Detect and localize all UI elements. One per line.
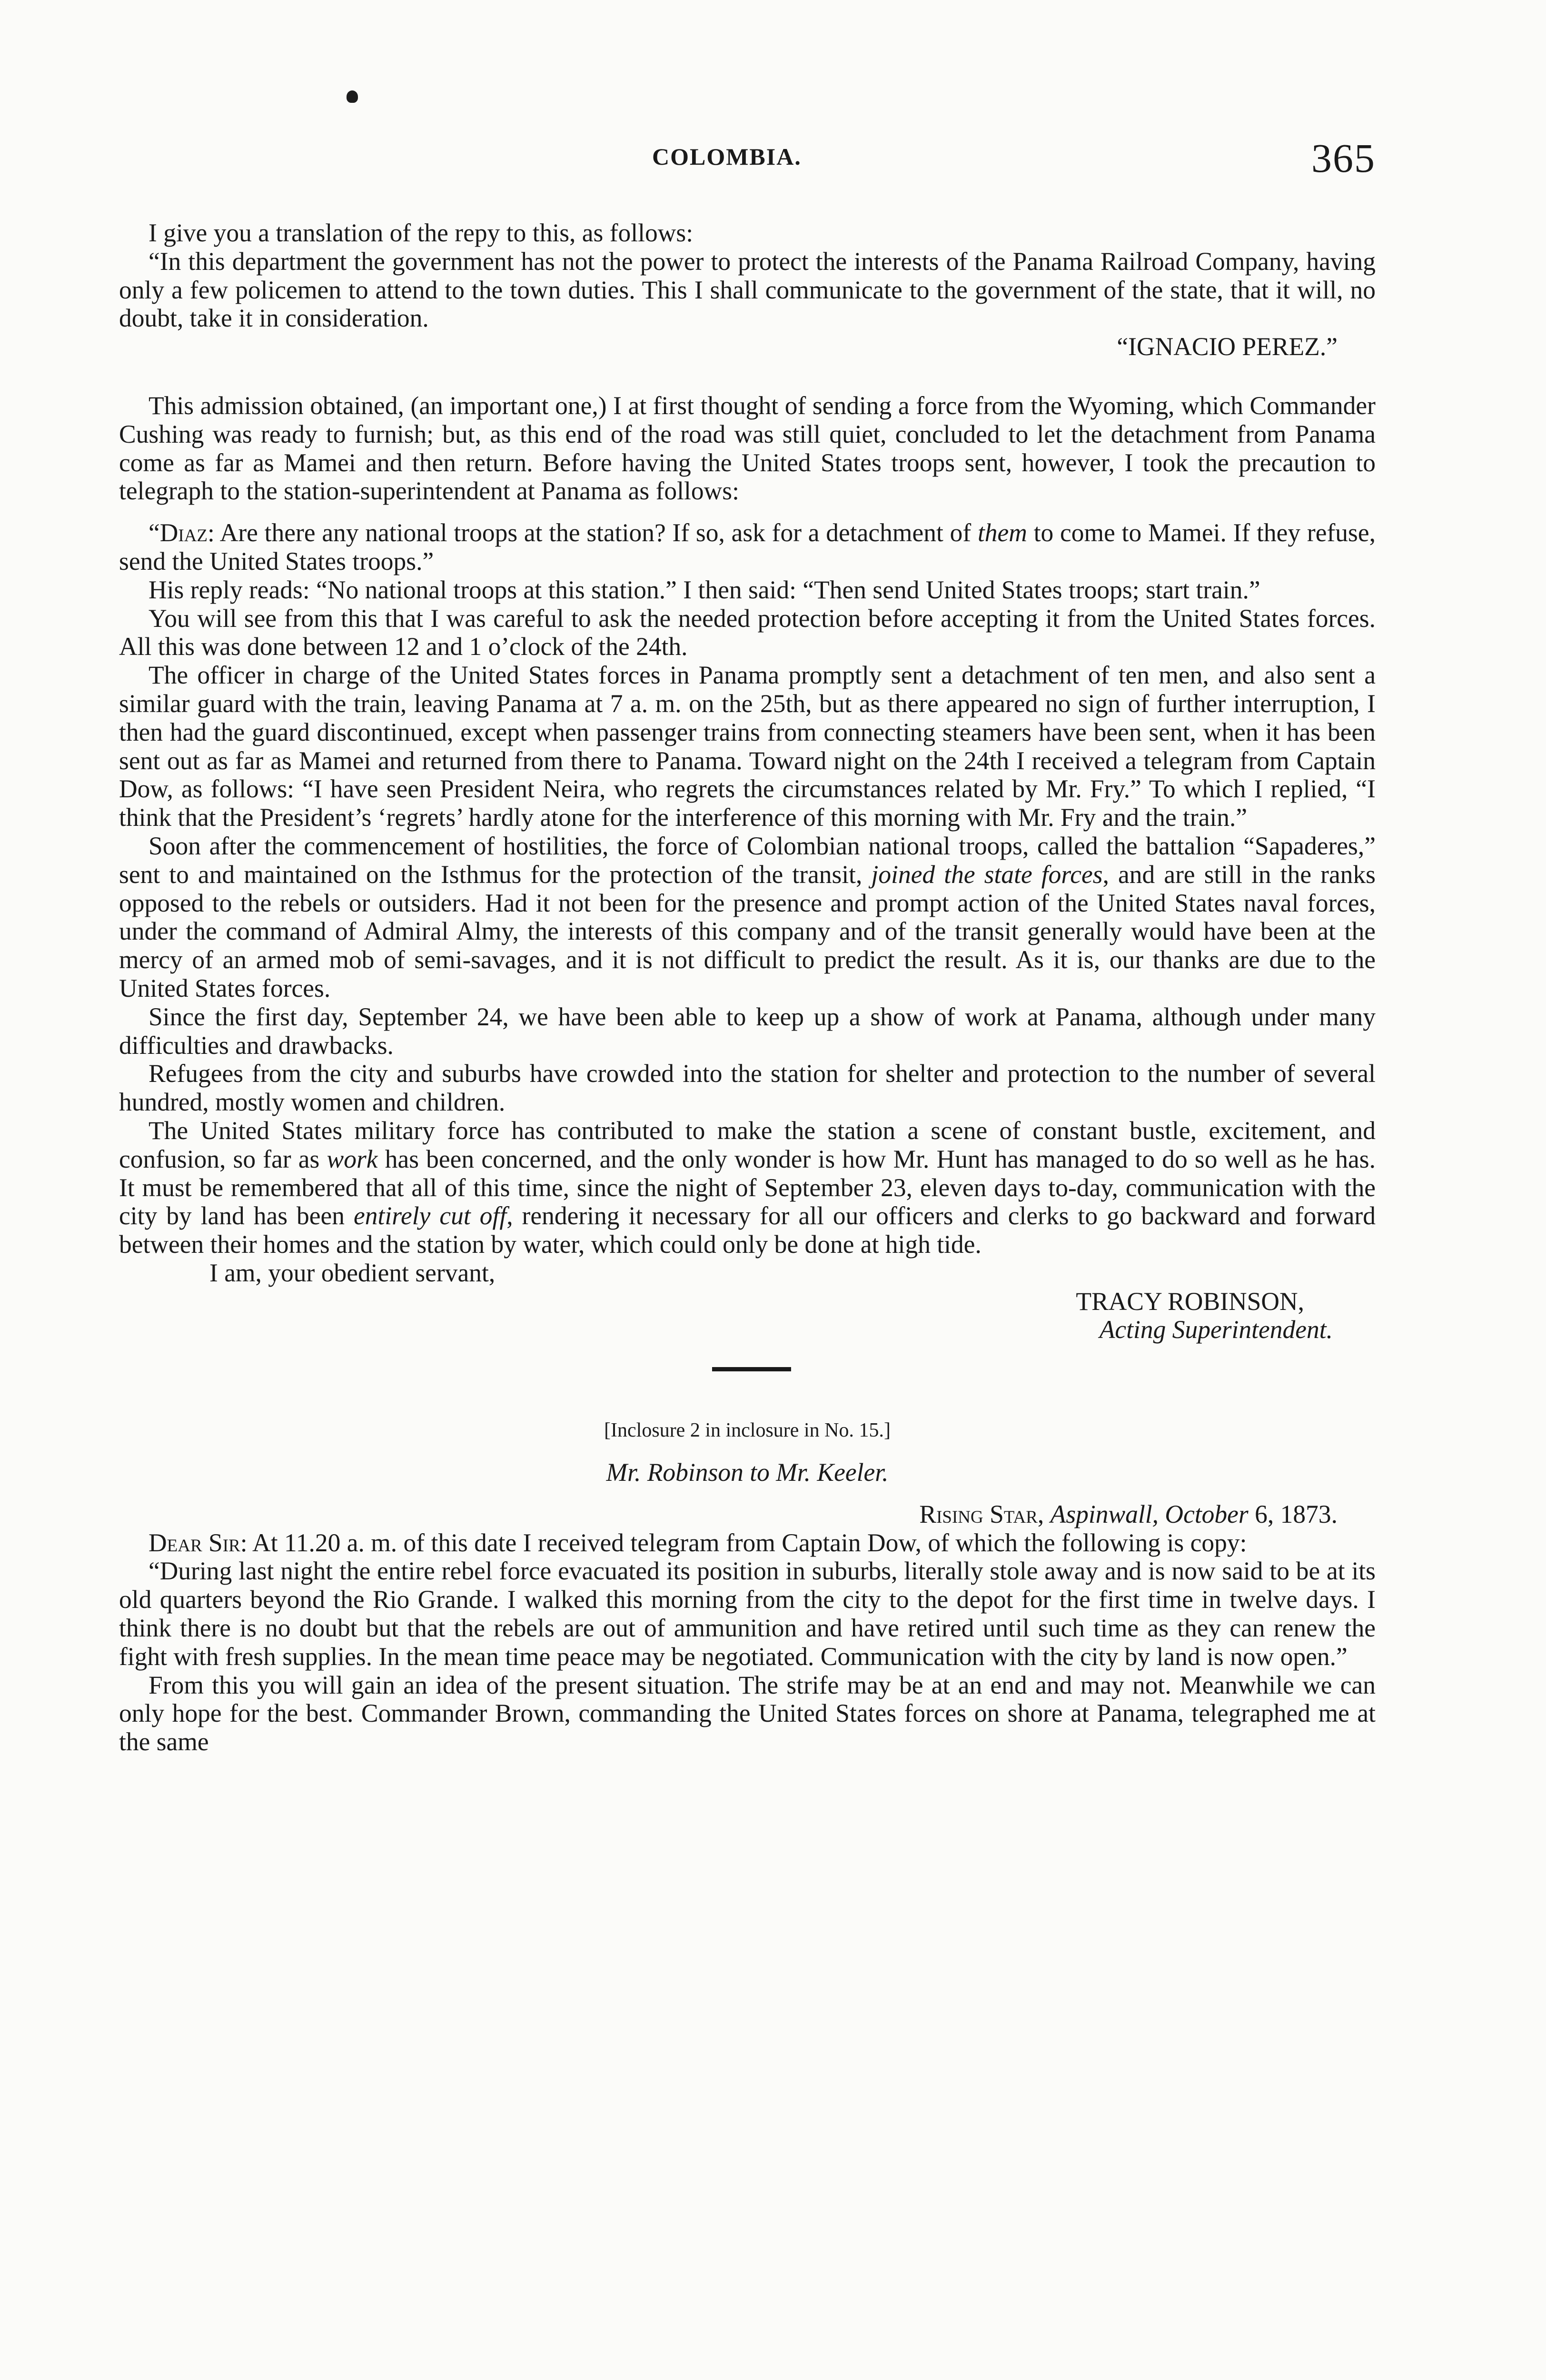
text-span: 6, 1873. — [1248, 1499, 1338, 1528]
paragraph-situation: From this you will gain an idea of the present situation. The strife may be at an end and may not. Meanwhile we can only hope for the best. Commander Brown, commanding the United States forces on shore at Panama, telegraphed me at the same — [119, 1670, 1376, 1756]
text-span: , rendering it necessary for all our officers and clerks to go backward and forward between their homes and the station by water, which could only be done at high tide. — [119, 1201, 1376, 1259]
signature-title: Acting Superintendent. — [1099, 1315, 1333, 1344]
dateline — [119, 1500, 1376, 1529]
signature-name: TRACY ROBINSON, — [1076, 1287, 1304, 1316]
body-text — [119, 219, 1376, 1756]
text-span: The United States military force has contributed to make the station a scene of constant bustle, excitement, and confusion, so far as — [119, 1116, 1376, 1173]
text-span: has been concerned, and the only wonder is how Mr. Hunt has managed to do so well as he has. It must be remembered that all of this time, since the night of September 23, eleven days to-day, communication with the city by land has been — [119, 1144, 1376, 1230]
emphasis-state-forces: joined the state forces — [871, 860, 1103, 889]
document-page — [119, 90, 1376, 2380]
emphasis-cut-off: entirely cut off — [354, 1201, 507, 1230]
text-span: , — [1037, 1499, 1050, 1528]
emphasis-them: them — [977, 518, 1027, 547]
signature-title-line — [119, 1316, 1376, 1344]
text-span: : Are there any national troops at the station? If so, ask for a detachment of — [208, 518, 978, 547]
paragraph-officer: The officer in charge of the United States forces in Panama promptly sent a detachment of ten men, and also sent a similar guard with the train, leaving Panama at 7 a. m. on the 25th, but as there appeared no sign of further interruption, I then had the guard discontinued, except when passenger trains from connecting steamers have been sent, when it has been sent out as far as Mamei and returned from there to Panama. Toward night on the 24th I received a telegram from Captain Dow, as follows: “I have seen President Neira, who regrets the circumstances related by Mr. Fry.” To which I replied, “I think that the President’s ‘regrets’ hardly atone for the interference of this morning with Mr. Fry and the train.” — [119, 661, 1376, 832]
divider-rule — [712, 1367, 791, 1371]
closing-line: I am, your obedient servant, — [209, 1258, 496, 1287]
ink-dot — [347, 90, 358, 103]
place-name: Rising Star — [919, 1499, 1038, 1528]
paragraph-telegram-diaz — [119, 519, 1376, 576]
paragraph-intro: I give you a translation of the repy to this, as follows: — [149, 218, 694, 247]
paragraph-hostilities — [119, 832, 1376, 1003]
addressee-diaz: “Diaz — [149, 518, 208, 547]
page-number: 365 — [1311, 135, 1376, 181]
text-span: : At 11.20 a. m. of this date I received telegram from Captain Dow, of which the following is copy: — [240, 1528, 1247, 1557]
paragraph-military-force — [119, 1117, 1376, 1259]
paragraph-first-day: Since the first day, September 24, we have been able to keep up a show of work at Panama, although under many difficulties and drawbacks. — [119, 1002, 1376, 1060]
paragraph-admission: This admission obtained, (an important one,) I at first thought of sending a force from the Wyoming, which Commander Cushing was ready to furnish; but, as this end of the road was still quiet, concluded to let the detachment from Panama come as far as Mamei and then return. Before having the United States troops sent, however, I took the precaution to telegraph to the station-superintendent at Panama as follows: — [119, 391, 1376, 506]
running-title: COLOMBIA. — [652, 143, 802, 170]
paragraph-reply: His reply reads: “No national troops at this station.” I then said: “Then send United States troops; start train.” — [149, 575, 1260, 604]
paragraph-dear-sir — [119, 1529, 1376, 1557]
emphasis-work: work — [327, 1144, 378, 1173]
paragraph-telegram-dow: “During last night the entire rebel force evacuated its position in suburbs, literally stole away and is now said to be at its old quarters beyond the Rio Grande. I walked this morning from the city to the depot for the first time in twelve days. I think there is no doubt but that the rebels are out of ammunition and have retired until such time as they can renew the fight with fresh supplies. In the mean time peace may be negotiated. Communication with the city by land is now open.” — [119, 1557, 1376, 1671]
inclosure-note: [Inclosure 2 in inclosure in No. 15.] — [604, 1419, 891, 1442]
paragraph-translation: “In this department the government has not the power to protect the interests of the Panama Railroad Company, having only a few policemen to attend to the town duties. This I shall communicate to the government of the state, that it will, no doubt, take it in consideration. — [119, 247, 1376, 333]
signature-perez: “IGNACIO PEREZ.” — [1117, 332, 1338, 361]
text-span: Soon after the commencement of hostilities, the force of Colombian national troops, called the battalion “Sapaderes,” sent to and maintained on the Isthmus for the protection of the transit, — [119, 831, 1376, 889]
paragraph-refugees: Refugees from the city and suburbs have crowded into the station for shelter and protection to the number of several hundred, mostly women and children. — [119, 1059, 1376, 1117]
letter-heading: Mr. Robinson to Mr. Keeler. — [606, 1458, 889, 1487]
signature-robinson — [119, 1288, 1376, 1316]
running-header — [119, 134, 1376, 187]
section-divider — [119, 1358, 1376, 1386]
place-city-month: Aspinwall, October — [1050, 1499, 1249, 1528]
paragraph-careful: You will see from this that I was careful to ask the needed protection before accepting it from the United States forces. All this was done between 12 and 1 o’clock of the 24th. — [119, 604, 1376, 661]
text-span: to come to Mamei. If they refuse, send the United States troops.” — [119, 518, 1376, 575]
salutation: Dear Sir — [149, 1528, 240, 1557]
text-span: , and are still in the ranks opposed to the rebels or outsiders. Had it not been for the presence and prompt action of the United States naval forces, under the command of Admiral Almy, the interests of this company and of the transit generally would have been at the mercy of an armed mob of semi-savages, and it is not difficult to predict the result. As it is, our thanks are due to the United States forces. — [119, 860, 1376, 1002]
